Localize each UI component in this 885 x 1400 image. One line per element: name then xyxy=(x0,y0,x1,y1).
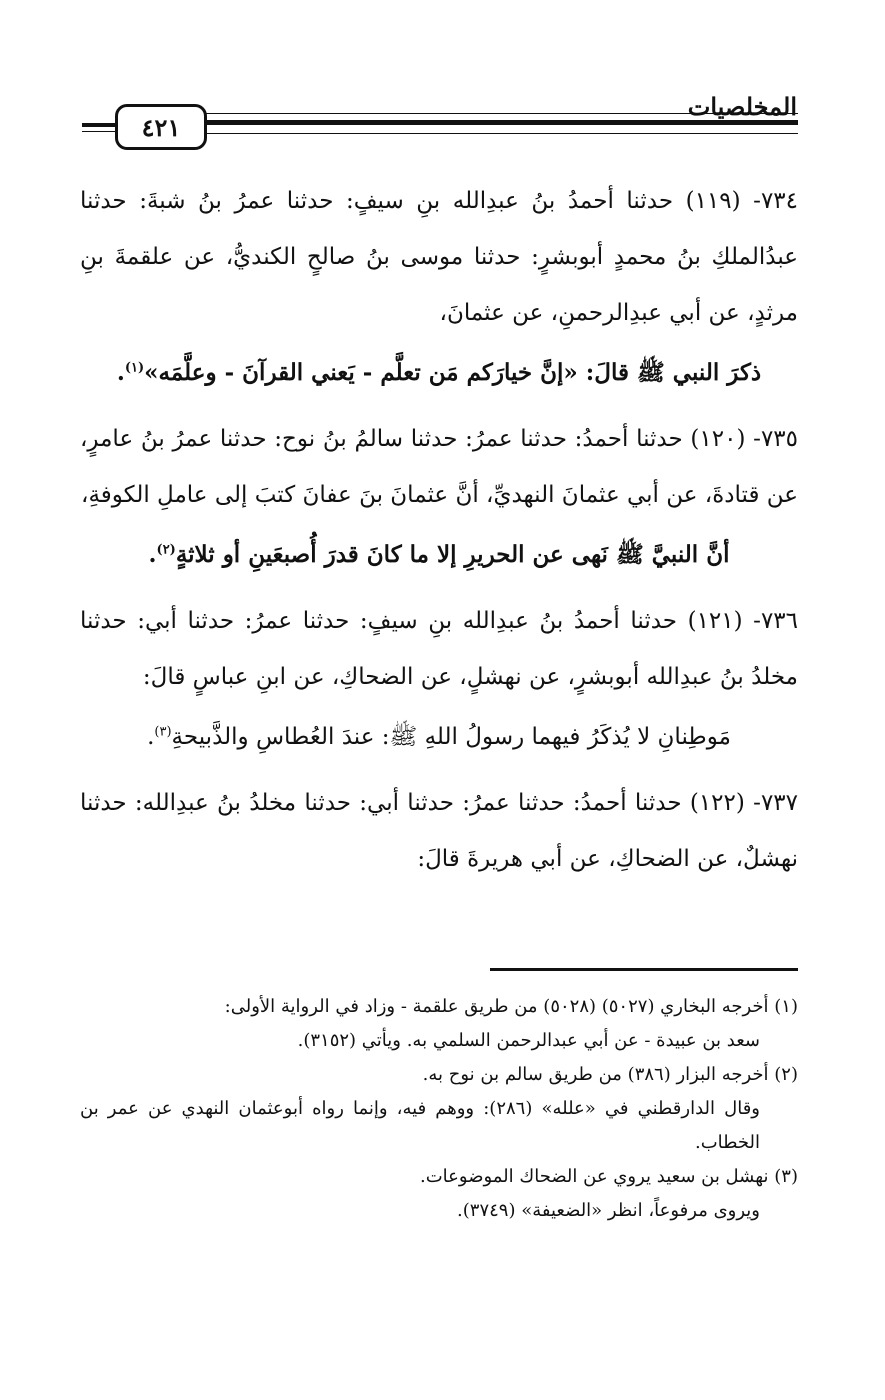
hadith-735-isnad: ٧٣٥- (١٢٠) حدثنا أحمدُ: حدثنا عمرُ: حدثنا سالمُ بنُ نوح: حدثنا عمرُ بنُ عامرٍ، عن قتادةَ، عن أبي عثمانَ النهديِّ، أنَّ عثمانَ بنَ عفانَ كتبَ إلى عاملِ الكوفةِ، xyxy=(80,426,799,508)
main-text xyxy=(80,173,798,887)
page-number: ٤٢١ xyxy=(115,104,207,150)
hadith-734-matn: ذكرَ النبي ﷺ قالَ: «إنَّ خيارَكم مَن تعلَّم - يَعني القرآنَ - وعلَّمَه»$^{(١)}$. xyxy=(116,359,762,386)
footnote-1: (١) أخرجه البخاري (٥٠٢٧) (٥٠٢٨) من طريق علقمة - وزاد في الرواية الأولى: xyxy=(224,996,798,1017)
footnote-ref-1: (١) xyxy=(124,360,145,376)
footnote-ref-3: (٣) xyxy=(154,724,172,740)
book-title: المخلصيات xyxy=(687,92,797,121)
footnote-3-cont: ويروى مرفوعاً، انظر «الضعيفة» (٣٧٤٩). xyxy=(457,1200,760,1221)
hadith-736-matn-text: مَوطِنانِ لا يُذكَرُ فيهما رسولُ اللهِ ﷺ: عندَ العُطاسِ والذَّبيحةِ xyxy=(171,724,731,750)
hadith-736-matn: مَوطِنانِ لا يُذكَرُ فيهما رسولُ اللهِ ﷺ: عندَ العُطاسِ والذَّبيحةِ$^{(٣)}$. xyxy=(147,724,731,750)
hadith-735-matn: أنَّ النبيَّ ﷺ نَهى عن الحريرِ إلا ما كانَ قدرَ أُصبعَينِ أو ثلاثةٍ$^{(٢)}$. xyxy=(148,541,730,568)
footnote-3: (٣) نهشل بن سعيد يروي عن الضحاك الموضوعات. xyxy=(420,1166,798,1187)
header-rule-thin-bottom xyxy=(200,133,798,134)
hadith-737-isnad: ٧٣٧- (١٢٢) حدثنا أحمدُ: حدثنا عمرُ: حدثنا أبي: حدثنا مخلدُ بنُ عبدِالله: حدثنا نهشلٌ، عن الضحاكِ، عن أبي هريرةَ قالَ: xyxy=(80,790,798,872)
footnote-ref-2: (٢) xyxy=(156,542,176,558)
footnote-2: (٢) أخرجه البزار (٣٨٦) من طريق سالم بن نوح به. xyxy=(422,1064,798,1085)
footnote-1-cont: سعد بن عبيدة - عن أبي عبدالرحمن السلمي به. ويأتي (٣١٥٢). xyxy=(297,1030,760,1051)
hadith-734-matn-text: ذكرَ النبي ﷺ قالَ: «إنَّ خيارَكم مَن تعلَّم - يَعني القرآنَ - وعلَّمَه» xyxy=(144,359,762,386)
hadith-734-isnad: ٧٣٤- (١١٩) حدثنا أحمدُ بنُ عبدِالله بنِ سيفٍ: حدثنا عمرُ بنُ شبةَ: حدثنا عبدُالملكِ بنُ محمدٍ أبوبشرٍ: حدثنا موسى بنُ صالحٍ الكنديُّ، عن علقمةَ بنِ مرثدٍ، عن أبي عبدِالرحمنِ، عن عثمانَ، xyxy=(80,188,799,326)
hadith-736-isnad: ٧٣٦- (١٢١) حدثنا أحمدُ بنُ عبدِالله بنِ سيفٍ: حدثنا عمرُ: حدثنا أبي: حدثنا مخلدُ بنُ عبدِالله أبوبشرٍ، عن نهشلٍ، عن الضحاكِ، عن ابنِ عباسٍ قالَ: xyxy=(80,608,798,690)
page-header xyxy=(0,0,885,160)
footnote-2-cont: وقال الدارقطني في «علله» (٢٨٦): ووهم فيه، وإنما رواه أبوعثمان النهدي عن عمر بن الخطاب. xyxy=(80,1098,760,1153)
footnotes xyxy=(80,990,798,1228)
hadith-735-matn-text: أنَّ النبيَّ ﷺ نَهى عن الحريرِ إلا ما كانَ قدرَ أُصبعَينِ أو ثلاثةٍ xyxy=(175,541,730,568)
footnote-separator xyxy=(490,968,798,971)
